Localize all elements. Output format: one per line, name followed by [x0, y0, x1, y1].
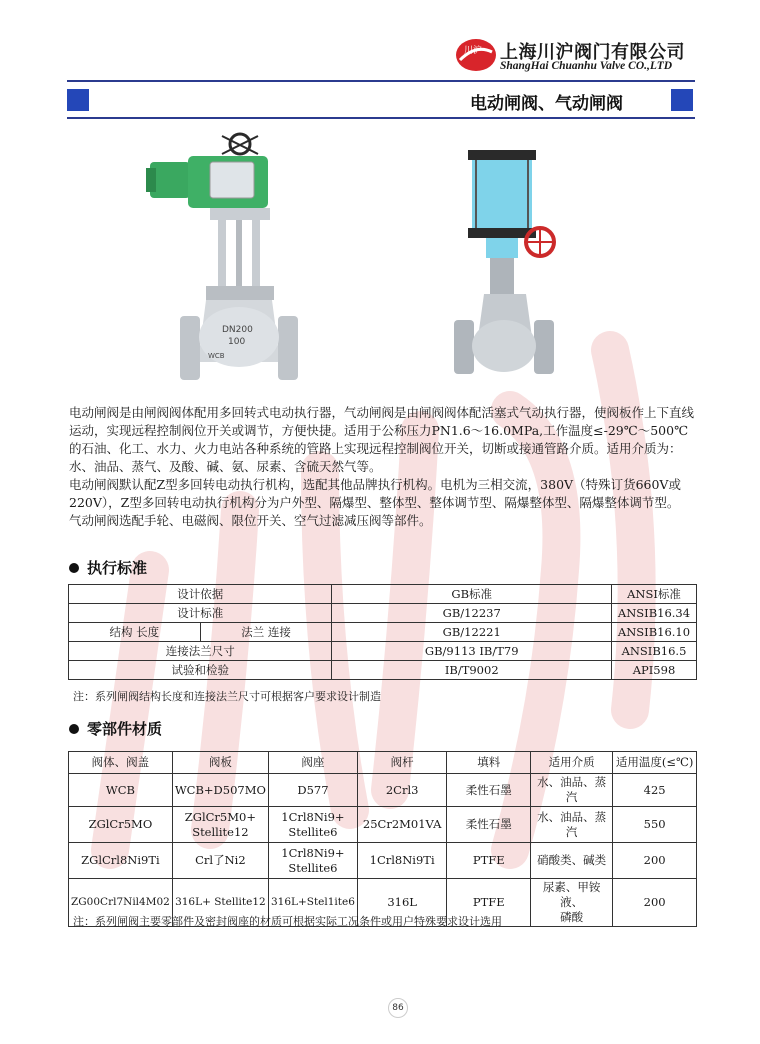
table-cell: 尿素、甲铵液、 磷酸 — [531, 879, 613, 927]
header-rule-top — [67, 80, 695, 82]
table-row — [69, 604, 697, 623]
table-row — [69, 774, 697, 807]
table-cell: 结构 长度 — [69, 623, 201, 642]
header-rule-bottom — [67, 117, 695, 119]
table-cell: 柔性石墨 — [447, 774, 531, 807]
table-cell: GB/9113 IB/T79 — [332, 642, 612, 661]
table-cell: 1Crl8Ni9+ Stellite6 — [268, 843, 357, 879]
table-cell: ZG00Crl7Nil4M02 — [69, 879, 173, 927]
table-cell: 水、油品、蒸汽 — [531, 774, 613, 807]
table-cell: Crl了Ni2 — [172, 843, 268, 879]
header-cell: 适用介质 — [531, 752, 613, 774]
pneumatic-gate-valve-image — [440, 132, 590, 394]
title-marker-left — [67, 89, 89, 111]
table-header-row — [69, 752, 697, 774]
table-cell: 设计标准 — [69, 604, 332, 623]
header-cell: GB标准 — [332, 585, 612, 604]
table-cell: WCB — [69, 774, 173, 807]
table-cell: 550 — [613, 807, 697, 843]
product-description — [69, 404, 695, 530]
table-cell: ZGlCrl8Ni9Ti — [69, 843, 173, 879]
table-cell: IB/T9002 — [332, 661, 612, 680]
bullet-icon — [69, 563, 79, 573]
valve-marking-material: WCB — [208, 352, 225, 360]
description-paragraph-1: 电动闸阀是由闸阀阀体配用多回转式电动执行器，气动闸阀是由闸阀阀体配活塞式气动执行器，使阀板作上下直线运动，实现远程控制阀位开关或调节，方便快捷。适用于公称压力PN1.6～16.0MPa,工作温度≤-29℃～500℃的石油、化工、水力、火力电站各种系统的管路上实现远程控制阀位开关，切断或接通管路介质。适用介质为：水、油品、蒸气、及酸、碱、氨、尿素、含硫天然气等。 — [69, 405, 695, 474]
table-cell: GB/12221 — [332, 623, 612, 642]
table-cell: 试验和检验 — [69, 661, 332, 680]
valve-marking-pn: 100 — [228, 337, 246, 347]
header-cell: 填料 — [447, 752, 531, 774]
bullet-icon — [69, 724, 79, 734]
table-cell: 柔性石墨 — [447, 807, 531, 843]
materials-heading — [69, 718, 162, 739]
standards-heading — [69, 557, 147, 578]
table-header-row — [69, 585, 697, 604]
table-cell: GB/12237 — [332, 604, 612, 623]
table-row — [69, 807, 697, 843]
table-cell: WCB+D507MO — [172, 774, 268, 807]
table-row — [69, 642, 697, 661]
standards-note: 注：系列闸阀结构长度和连接法兰尺寸可根据客户要求设计制造 — [73, 690, 381, 703]
header-cell: 阀体、阀盖 — [69, 752, 173, 774]
table-cell: 25Cr2M01VA — [357, 807, 446, 843]
table-cell: 法兰 连接 — [200, 623, 332, 642]
electric-gate-valve-image — [140, 132, 310, 394]
page-title: 电动闸阀、气动闸阀 — [470, 94, 623, 114]
table-cell: 1Crl8Ni9+ Stellite6 — [268, 807, 357, 843]
table-cell: 1Crl8Ni9Ti — [357, 843, 446, 879]
standards-heading-text: 执行标准 — [87, 559, 148, 577]
logo-text: 川沪 — [464, 46, 483, 56]
table-row — [69, 843, 697, 879]
table-row — [69, 623, 697, 642]
table-cell: ANSIB16.34 — [612, 604, 697, 623]
company-name-cn: 上海川沪阀门有限公司 — [500, 42, 685, 63]
materials-note: 注：系列闸阀主要零部件及密封阀座的材质可根据实际工况条件或用户特殊要求设计选用 — [73, 915, 502, 928]
table-cell: ANSIB16.5 — [612, 642, 697, 661]
table-cell: 硝酸类、碱类 — [531, 843, 613, 879]
table-cell: ANSIB16.10 — [612, 623, 697, 642]
company-logo — [455, 38, 497, 72]
header-cell: ANSI标准 — [612, 585, 697, 604]
header-cell: 适用温度(≤℃) — [613, 752, 697, 774]
table-cell: 200 — [613, 879, 697, 927]
materials-heading-text: 零部件材质 — [87, 720, 163, 738]
table-row — [69, 661, 697, 680]
table-cell: 316L+Stel1ite6 — [268, 879, 357, 927]
company-name-en: ShangHai Chuanhu Valve CO.,LTD — [500, 60, 673, 72]
standards-table — [68, 584, 697, 680]
header-cell: 阀杆 — [357, 752, 446, 774]
materials-table — [68, 751, 697, 927]
table-cell: PTFE — [447, 879, 531, 927]
description-paragraph-3: 气动闸阀选配手轮、电磁阀、限位开关、空气过滤减压阀等部件。 — [69, 513, 432, 528]
table-cell: 316L — [357, 879, 446, 927]
table-cell: ZGlCr5MO — [69, 807, 173, 843]
description-paragraph-2: 电动闸阀默认配Z型多回转电动执行机构，选配其他品牌执行机构。电机为三相交流，380V（特殊订货660V或220V），Z型多回转电动执行机构分为户外型、隔爆型、整体型、整体调节型、隔爆整体型、隔爆整体调节型。 — [69, 477, 681, 510]
table-cell: API598 — [612, 661, 697, 680]
table-cell: 316L+ Stellite12 — [172, 879, 268, 927]
valve-marking-dn: DN200 — [222, 325, 253, 335]
table-cell: 2Crl3 — [357, 774, 446, 807]
page-number: 86 — [388, 998, 408, 1018]
header-cell: 阀座 — [268, 752, 357, 774]
table-cell: 水、油品、蒸汽 — [531, 807, 613, 843]
table-cell: 连接法兰尺寸 — [69, 642, 332, 661]
table-cell: D577 — [268, 774, 357, 807]
table-cell: 425 — [613, 774, 697, 807]
table-cell: 200 — [613, 843, 697, 879]
table-cell: ZGlCr5M0+ Stellite12 — [172, 807, 268, 843]
header-cell: 阀板 — [172, 752, 268, 774]
header-cell: 设计依据 — [69, 585, 332, 604]
table-cell: PTFE — [447, 843, 531, 879]
title-marker-right — [671, 89, 693, 111]
